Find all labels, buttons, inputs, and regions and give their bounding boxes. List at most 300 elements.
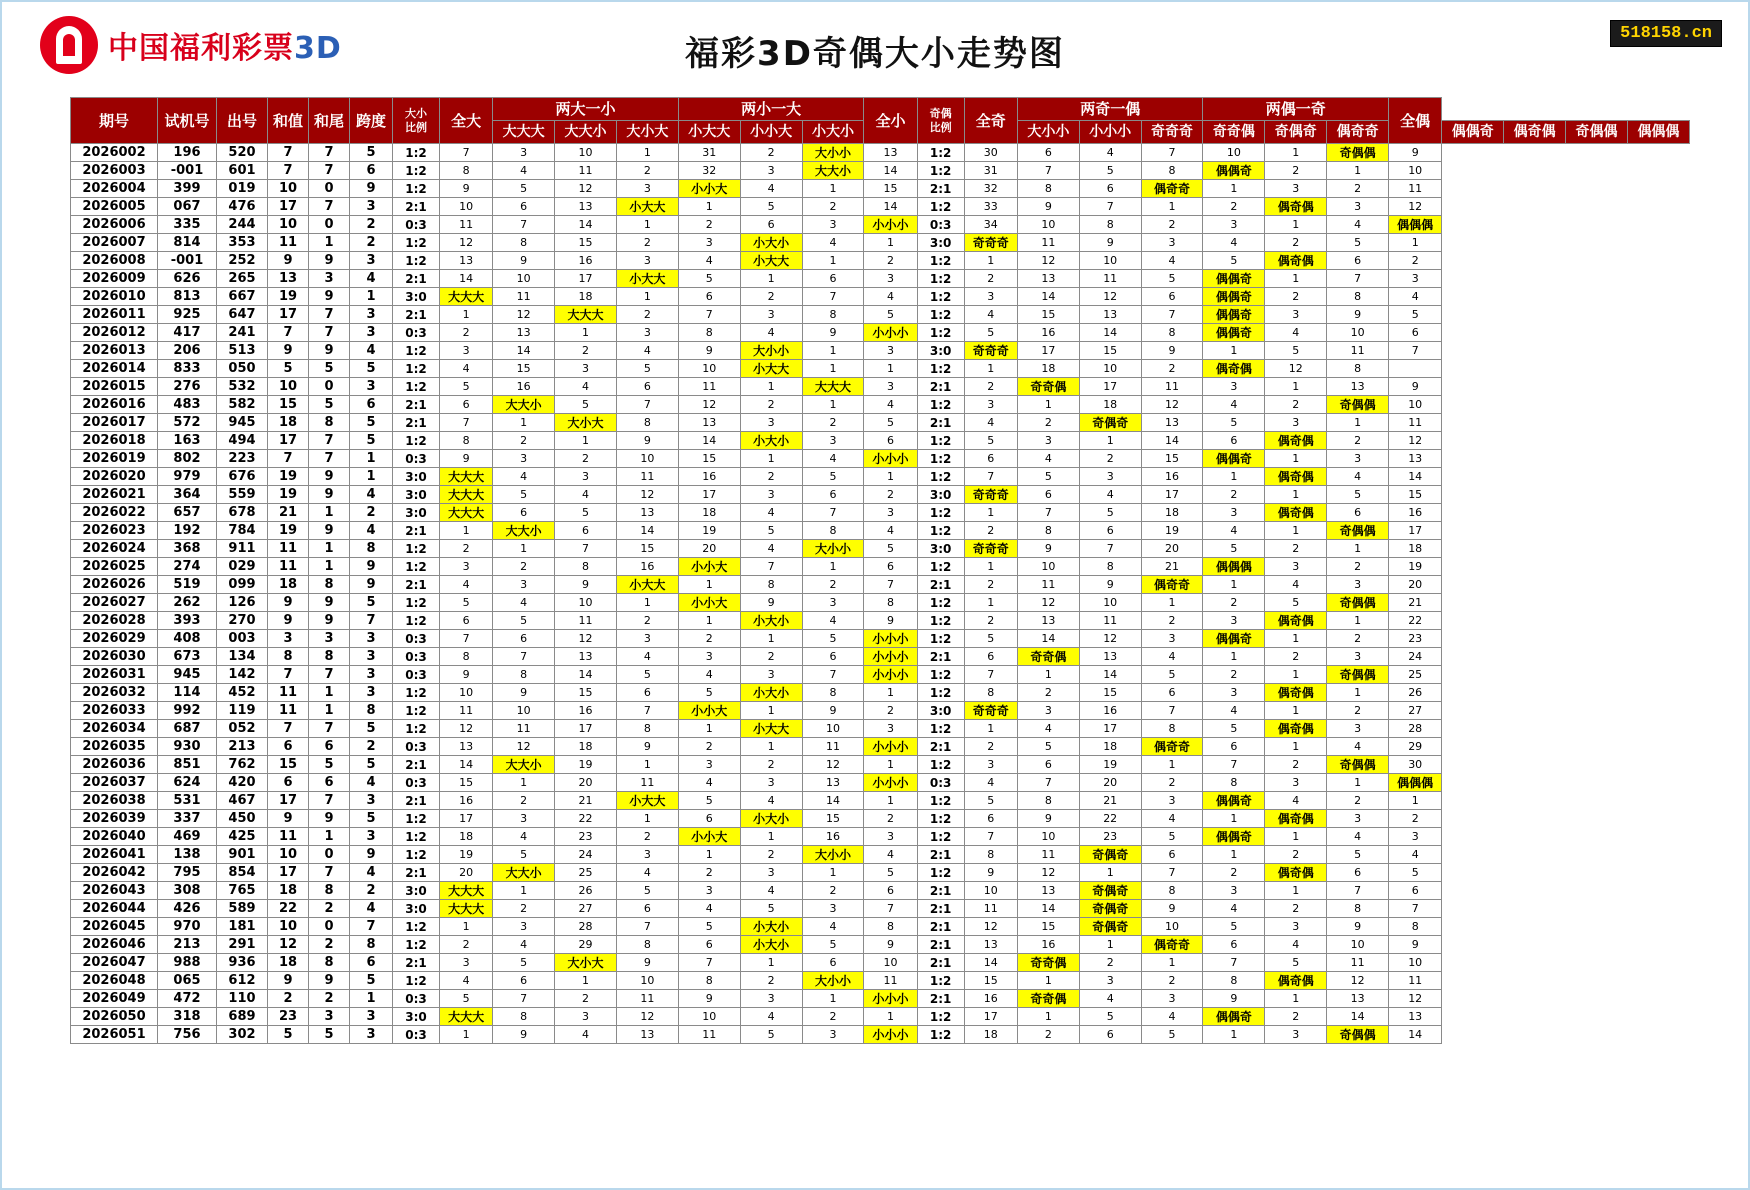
cell-issue: 2026047 <box>71 954 158 972</box>
cell-bigsmall-0: 6 <box>440 612 493 630</box>
cell-bigsmall-2: 大小大 <box>555 414 617 432</box>
cell-oddeven-4: 3 <box>1203 216 1265 234</box>
table-row[interactable] <box>71 252 1690 270</box>
cell-sum-tail: 0 <box>309 918 350 936</box>
cell-sum-tail: 9 <box>309 252 350 270</box>
cell-oddeven-4: 5 <box>1203 252 1265 270</box>
cell-bigsmall-7: 3 <box>864 378 917 396</box>
table-row[interactable] <box>71 648 1690 666</box>
table-row[interactable] <box>71 990 1690 1008</box>
cell-oddeven-5: 2 <box>1265 756 1327 774</box>
cell-draw-number: 513 <box>217 342 268 360</box>
cell-issue: 2026020 <box>71 468 158 486</box>
cell-issue: 2026038 <box>71 792 158 810</box>
col-sub-小大大: 小大大 <box>678 121 740 144</box>
cell-oddeven-ratio: 1:2 <box>917 612 964 630</box>
table-row[interactable] <box>71 738 1690 756</box>
cell-oddeven-1: 7 <box>1017 162 1079 180</box>
cell-bigsmall-7: 5 <box>864 414 917 432</box>
cell-bigsmall-5: 3 <box>740 666 802 684</box>
table-row[interactable] <box>71 882 1690 900</box>
cell-span: 5 <box>350 432 393 450</box>
cell-issue: 2026021 <box>71 486 158 504</box>
cell-draw-number: 559 <box>217 486 268 504</box>
cell-bigsmall-ratio: 2:1 <box>393 414 440 432</box>
cell-oddeven-0: 1 <box>964 594 1017 612</box>
cell-oddeven-1: 14 <box>1017 900 1079 918</box>
col-sub-奇奇偶: 奇奇偶 <box>1203 121 1265 144</box>
cell-bigsmall-7: 4 <box>864 396 917 414</box>
cell-oddeven-7: 10 <box>1389 162 1442 180</box>
cell-oddeven-6: 10 <box>1327 936 1389 954</box>
cell-oddeven-4: 1 <box>1203 576 1265 594</box>
cell-test-number: -001 <box>158 162 217 180</box>
cell-test-number: 979 <box>158 468 217 486</box>
cell-oddeven-ratio: 2:1 <box>917 738 964 756</box>
cell-sum-tail: 7 <box>309 144 350 162</box>
table-row[interactable] <box>71 450 1690 468</box>
cell-oddeven-4: 8 <box>1203 774 1265 792</box>
cell-oddeven-3: 9 <box>1141 342 1203 360</box>
table-row[interactable] <box>71 288 1690 306</box>
table-row[interactable] <box>71 306 1690 324</box>
cell-oddeven-1: 7 <box>1017 504 1079 522</box>
cell-oddeven-6: 1 <box>1327 684 1389 702</box>
cell-bigsmall-3: 12 <box>616 1008 678 1026</box>
cell-oddeven-1: 2 <box>1017 1026 1079 1044</box>
cell-bigsmall-1: 2 <box>493 900 555 918</box>
table-row[interactable] <box>71 666 1690 684</box>
table-row[interactable] <box>71 936 1690 954</box>
cell-sum: 5 <box>268 1026 309 1044</box>
table-row[interactable] <box>71 396 1690 414</box>
cell-bigsmall-5: 4 <box>740 504 802 522</box>
cell-test-number: 408 <box>158 630 217 648</box>
table-row[interactable] <box>71 144 1690 162</box>
table-row[interactable] <box>71 270 1690 288</box>
cell-oddeven-1: 3 <box>1017 702 1079 720</box>
cell-oddeven-3: 1 <box>1141 954 1203 972</box>
cell-oddeven-1: 1 <box>1017 396 1079 414</box>
cell-test-number: 196 <box>158 144 217 162</box>
cell-oddeven-6: 1 <box>1327 540 1389 558</box>
cell-bigsmall-4: 1 <box>678 576 740 594</box>
table-row[interactable] <box>71 576 1690 594</box>
cell-oddeven-3: 7 <box>1141 864 1203 882</box>
table-row[interactable] <box>71 792 1690 810</box>
cell-bigsmall-7: 8 <box>864 918 917 936</box>
col-group-和尾: 和尾 <box>309 98 350 144</box>
cell-test-number: 274 <box>158 558 217 576</box>
cell-bigsmall-6: 2 <box>802 576 864 594</box>
cell-bigsmall-6: 8 <box>802 684 864 702</box>
cell-bigsmall-4: 4 <box>678 666 740 684</box>
cell-sum: 11 <box>268 540 309 558</box>
cell-oddeven-5: 偶奇偶 <box>1265 198 1327 216</box>
cell-bigsmall-0: 1 <box>440 306 493 324</box>
cell-oddeven-7: 偶偶偶 <box>1389 774 1442 792</box>
cell-oddeven-7: 26 <box>1389 684 1442 702</box>
table-row[interactable] <box>71 612 1690 630</box>
cell-bigsmall-2: 20 <box>555 774 617 792</box>
cell-oddeven-7: 1 <box>1389 792 1442 810</box>
cell-bigsmall-6: 4 <box>802 234 864 252</box>
cell-test-number: 925 <box>158 306 217 324</box>
table-row[interactable] <box>71 324 1690 342</box>
cell-oddeven-1: 4 <box>1017 450 1079 468</box>
cell-bigsmall-6: 7 <box>802 288 864 306</box>
table-row[interactable] <box>71 198 1690 216</box>
cell-draw-number: 911 <box>217 540 268 558</box>
table-row[interactable] <box>71 900 1690 918</box>
cell-oddeven-0: 5 <box>964 792 1017 810</box>
table-row[interactable] <box>71 864 1690 882</box>
cell-bigsmall-4: 小小大 <box>678 594 740 612</box>
cell-bigsmall-7: 15 <box>864 180 917 198</box>
col-group-两偶一奇: 两偶一奇 <box>1203 98 1389 121</box>
cell-bigsmall-1: 8 <box>493 666 555 684</box>
cell-oddeven-5: 1 <box>1265 882 1327 900</box>
cell-sum: 19 <box>268 288 309 306</box>
cell-oddeven-5: 1 <box>1265 522 1327 540</box>
table-row[interactable] <box>71 756 1690 774</box>
cell-issue: 2026002 <box>71 144 158 162</box>
cell-test-number: 426 <box>158 900 217 918</box>
cell-bigsmall-6: 14 <box>802 792 864 810</box>
cell-oddeven-2: 17 <box>1079 378 1141 396</box>
cell-oddeven-4: 2 <box>1203 666 1265 684</box>
cell-oddeven-2: 1 <box>1079 432 1141 450</box>
cell-test-number: 519 <box>158 576 217 594</box>
table-row[interactable] <box>71 486 1690 504</box>
cell-issue: 2026013 <box>71 342 158 360</box>
cell-oddeven-0: 34 <box>964 216 1017 234</box>
cell-oddeven-4: 3 <box>1203 504 1265 522</box>
cell-bigsmall-2: 15 <box>555 684 617 702</box>
cell-oddeven-3: 20 <box>1141 540 1203 558</box>
cell-draw-number: 252 <box>217 252 268 270</box>
cell-oddeven-6: 3 <box>1327 648 1389 666</box>
cell-bigsmall-4: 20 <box>678 540 740 558</box>
cell-oddeven-6: 奇偶偶 <box>1327 594 1389 612</box>
cell-oddeven-5: 1 <box>1265 378 1327 396</box>
cell-bigsmall-3: 1 <box>616 810 678 828</box>
cell-sum: 9 <box>268 252 309 270</box>
cell-oddeven-7: 27 <box>1389 702 1442 720</box>
table-row[interactable] <box>71 1008 1690 1026</box>
cell-bigsmall-6: 9 <box>802 324 864 342</box>
cell-bigsmall-ratio: 1:2 <box>393 720 440 738</box>
cell-bigsmall-1: 4 <box>493 162 555 180</box>
cell-span: 3 <box>350 324 393 342</box>
table-row[interactable] <box>71 468 1690 486</box>
cell-oddeven-6: 6 <box>1327 252 1389 270</box>
cell-oddeven-4: 6 <box>1203 738 1265 756</box>
table-row[interactable] <box>71 432 1690 450</box>
cell-bigsmall-2: 4 <box>555 378 617 396</box>
cell-oddeven-4: 偶偶奇 <box>1203 630 1265 648</box>
table-row[interactable] <box>71 684 1690 702</box>
cell-sum: 7 <box>268 450 309 468</box>
cell-oddeven-5: 3 <box>1265 558 1327 576</box>
cell-bigsmall-4: 7 <box>678 306 740 324</box>
cell-oddeven-6: 2 <box>1327 702 1389 720</box>
cell-bigsmall-ratio: 1:2 <box>393 144 440 162</box>
cell-bigsmall-1: 3 <box>493 810 555 828</box>
cell-bigsmall-7: 2 <box>864 486 917 504</box>
table-row[interactable] <box>71 180 1690 198</box>
cell-oddeven-7: 13 <box>1389 450 1442 468</box>
cell-draw-number: 854 <box>217 864 268 882</box>
cell-sum-tail: 1 <box>309 828 350 846</box>
cell-bigsmall-ratio: 3:0 <box>393 900 440 918</box>
cell-sum-tail: 5 <box>309 1026 350 1044</box>
col-group-全小: 全小 <box>864 98 917 144</box>
cell-oddeven-6: 1 <box>1327 414 1389 432</box>
table-row[interactable] <box>71 234 1690 252</box>
cell-bigsmall-5: 2 <box>740 648 802 666</box>
cell-draw-number: 134 <box>217 648 268 666</box>
cell-bigsmall-0: 18 <box>440 828 493 846</box>
cell-oddeven-1: 16 <box>1017 936 1079 954</box>
cell-sum-tail: 7 <box>309 450 350 468</box>
cell-bigsmall-0: 9 <box>440 450 493 468</box>
cell-oddeven-3: 6 <box>1141 684 1203 702</box>
table-row[interactable] <box>71 342 1690 360</box>
table-row[interactable] <box>71 1026 1690 1044</box>
cell-oddeven-5: 2 <box>1265 648 1327 666</box>
cell-bigsmall-5: 3 <box>740 162 802 180</box>
cell-bigsmall-ratio: 2:1 <box>393 270 440 288</box>
cell-sum-tail: 2 <box>309 990 350 1008</box>
cell-issue: 2026044 <box>71 900 158 918</box>
cell-oddeven-7: 11 <box>1389 972 1442 990</box>
table-row[interactable] <box>71 504 1690 522</box>
col-group-全奇: 全奇 <box>964 98 1017 144</box>
cell-oddeven-4: 5 <box>1203 414 1265 432</box>
cell-oddeven-4: 4 <box>1203 234 1265 252</box>
cell-oddeven-ratio: 1:2 <box>917 558 964 576</box>
cell-bigsmall-3: 16 <box>616 558 678 576</box>
cell-bigsmall-6: 2 <box>802 198 864 216</box>
table-row[interactable] <box>71 360 1690 378</box>
cell-oddeven-2: 4 <box>1079 486 1141 504</box>
cell-test-number: 114 <box>158 684 217 702</box>
table-row[interactable] <box>71 594 1690 612</box>
cell-bigsmall-1: 10 <box>493 270 555 288</box>
cell-sum-tail: 1 <box>309 558 350 576</box>
cell-oddeven-6: 7 <box>1327 882 1389 900</box>
cell-bigsmall-0: 17 <box>440 810 493 828</box>
cell-oddeven-3: 6 <box>1141 288 1203 306</box>
cell-test-number: 213 <box>158 936 217 954</box>
cell-bigsmall-6: 4 <box>802 450 864 468</box>
cell-issue: 2026009 <box>71 270 158 288</box>
table-row[interactable] <box>71 720 1690 738</box>
cell-bigsmall-0: 3 <box>440 558 493 576</box>
col-group-两小一大: 两小一大 <box>678 98 864 121</box>
cell-oddeven-ratio: 1:2 <box>917 684 964 702</box>
cell-bigsmall-5: 3 <box>740 306 802 324</box>
cell-oddeven-1: 6 <box>1017 144 1079 162</box>
table-row[interactable] <box>71 702 1690 720</box>
cell-bigsmall-0: 4 <box>440 972 493 990</box>
cell-test-number: 337 <box>158 810 217 828</box>
cell-oddeven-6: 5 <box>1327 486 1389 504</box>
table-row[interactable] <box>71 918 1690 936</box>
cell-test-number: 945 <box>158 666 217 684</box>
cell-sum-tail: 9 <box>309 810 350 828</box>
cell-oddeven-ratio: 2:1 <box>917 900 964 918</box>
cell-draw-number: 420 <box>217 774 268 792</box>
cell-bigsmall-2: 18 <box>555 288 617 306</box>
cell-oddeven-5: 偶奇偶 <box>1265 972 1327 990</box>
cell-oddeven-3: 2 <box>1141 774 1203 792</box>
cell-oddeven-4: 3 <box>1203 612 1265 630</box>
cell-oddeven-ratio: 1:2 <box>917 522 964 540</box>
cell-bigsmall-3: 13 <box>616 504 678 522</box>
cell-oddeven-7: 30 <box>1389 756 1442 774</box>
table-row[interactable] <box>71 540 1690 558</box>
cell-bigsmall-3: 3 <box>616 324 678 342</box>
cell-oddeven-3: 11 <box>1141 378 1203 396</box>
cell-draw-number: 003 <box>217 630 268 648</box>
cell-oddeven-7: 7 <box>1389 342 1442 360</box>
cell-bigsmall-7: 1 <box>864 468 917 486</box>
cell-bigsmall-2: 24 <box>555 846 617 864</box>
cell-bigsmall-1: 3 <box>493 144 555 162</box>
cell-oddeven-4: 1 <box>1203 846 1265 864</box>
col-sub-奇偶偶: 奇偶偶 <box>1566 121 1628 144</box>
cell-sum: 11 <box>268 234 309 252</box>
cell-test-number: 067 <box>158 198 217 216</box>
table-row[interactable] <box>71 810 1690 828</box>
cell-issue: 2026034 <box>71 720 158 738</box>
cell-oddeven-5: 1 <box>1265 486 1327 504</box>
table-row[interactable] <box>71 774 1690 792</box>
cell-oddeven-5: 偶奇偶 <box>1265 468 1327 486</box>
cell-bigsmall-5: 2 <box>740 144 802 162</box>
cell-bigsmall-6: 大小小 <box>802 144 864 162</box>
cell-bigsmall-0: 12 <box>440 720 493 738</box>
cell-bigsmall-4: 小小大 <box>678 180 740 198</box>
cell-oddeven-5: 4 <box>1265 576 1327 594</box>
cell-bigsmall-1: 9 <box>493 252 555 270</box>
table-row[interactable] <box>71 846 1690 864</box>
cell-oddeven-ratio: 1:2 <box>917 288 964 306</box>
cell-sum: 11 <box>268 828 309 846</box>
cell-oddeven-2: 奇偶奇 <box>1079 882 1141 900</box>
cell-sum-tail: 0 <box>309 180 350 198</box>
table-row[interactable] <box>71 216 1690 234</box>
cell-bigsmall-1: 7 <box>493 648 555 666</box>
cell-oddeven-2: 7 <box>1079 198 1141 216</box>
cell-bigsmall-6: 5 <box>802 936 864 954</box>
cell-issue: 2026011 <box>71 306 158 324</box>
cell-oddeven-ratio: 2:1 <box>917 918 964 936</box>
cell-oddeven-5: 偶奇偶 <box>1265 504 1327 522</box>
cell-test-number: 368 <box>158 540 217 558</box>
cell-oddeven-5: 偶奇偶 <box>1265 432 1327 450</box>
table-row[interactable] <box>71 972 1690 990</box>
cell-bigsmall-ratio: 3:0 <box>393 1008 440 1026</box>
table-row[interactable] <box>71 378 1690 396</box>
cell-bigsmall-4: 7 <box>678 954 740 972</box>
cell-issue: 2026027 <box>71 594 158 612</box>
cell-oddeven-ratio: 2:1 <box>917 648 964 666</box>
cell-bigsmall-7: 小小小 <box>864 738 917 756</box>
cell-oddeven-0: 17 <box>964 1008 1017 1026</box>
cell-sum-tail: 0 <box>309 378 350 396</box>
cell-bigsmall-6: 10 <box>802 720 864 738</box>
cell-oddeven-2: 16 <box>1079 702 1141 720</box>
cell-bigsmall-1: 2 <box>493 792 555 810</box>
cell-bigsmall-3: 3 <box>616 846 678 864</box>
cell-bigsmall-2: 4 <box>555 1026 617 1044</box>
cell-sum-tail: 9 <box>309 594 350 612</box>
cell-oddeven-ratio: 1:2 <box>917 468 964 486</box>
cell-bigsmall-3: 2 <box>616 234 678 252</box>
cell-bigsmall-2: 12 <box>555 630 617 648</box>
table-row[interactable] <box>71 522 1690 540</box>
cell-sum: 19 <box>268 522 309 540</box>
cell-bigsmall-3: 7 <box>616 702 678 720</box>
table-row[interactable] <box>71 414 1690 432</box>
cell-bigsmall-7: 5 <box>864 306 917 324</box>
cell-bigsmall-5: 小大小 <box>740 810 802 828</box>
cell-oddeven-ratio: 1:2 <box>917 252 964 270</box>
cell-oddeven-3: 7 <box>1141 702 1203 720</box>
cell-oddeven-7: 12 <box>1389 990 1442 1008</box>
cell-oddeven-ratio: 1:2 <box>917 144 964 162</box>
cell-oddeven-4: 1 <box>1203 468 1265 486</box>
table-row[interactable] <box>71 162 1690 180</box>
cell-bigsmall-1: 1 <box>493 540 555 558</box>
table-row[interactable] <box>71 558 1690 576</box>
cell-oddeven-4: 3 <box>1203 378 1265 396</box>
cell-oddeven-2: 奇偶奇 <box>1079 918 1141 936</box>
cell-oddeven-4: 8 <box>1203 972 1265 990</box>
cell-draw-number: 601 <box>217 162 268 180</box>
cell-oddeven-1: 9 <box>1017 198 1079 216</box>
cell-span: 5 <box>350 360 393 378</box>
cell-draw-number: 945 <box>217 414 268 432</box>
cell-test-number: 673 <box>158 648 217 666</box>
cell-bigsmall-2: 15 <box>555 234 617 252</box>
cell-sum-tail: 5 <box>309 756 350 774</box>
table-row[interactable] <box>71 828 1690 846</box>
cell-sum: 9 <box>268 972 309 990</box>
cell-bigsmall-7: 2 <box>864 810 917 828</box>
cell-oddeven-6: 4 <box>1327 216 1389 234</box>
cell-oddeven-ratio: 2:1 <box>917 990 964 1008</box>
table-row[interactable] <box>71 630 1690 648</box>
cell-span: 1 <box>350 450 393 468</box>
cell-span: 8 <box>350 702 393 720</box>
cell-bigsmall-6: 6 <box>802 270 864 288</box>
cell-bigsmall-7: 小小小 <box>864 1026 917 1044</box>
cell-test-number: 970 <box>158 918 217 936</box>
cell-bigsmall-6: 12 <box>802 756 864 774</box>
cell-bigsmall-7: 3 <box>864 270 917 288</box>
cell-bigsmall-6: 4 <box>802 612 864 630</box>
table-row[interactable] <box>71 954 1690 972</box>
cell-bigsmall-0: 14 <box>440 756 493 774</box>
cell-test-number: 930 <box>158 738 217 756</box>
cell-bigsmall-5: 2 <box>740 468 802 486</box>
cell-sum: 10 <box>268 918 309 936</box>
cell-oddeven-ratio: 1:2 <box>917 306 964 324</box>
